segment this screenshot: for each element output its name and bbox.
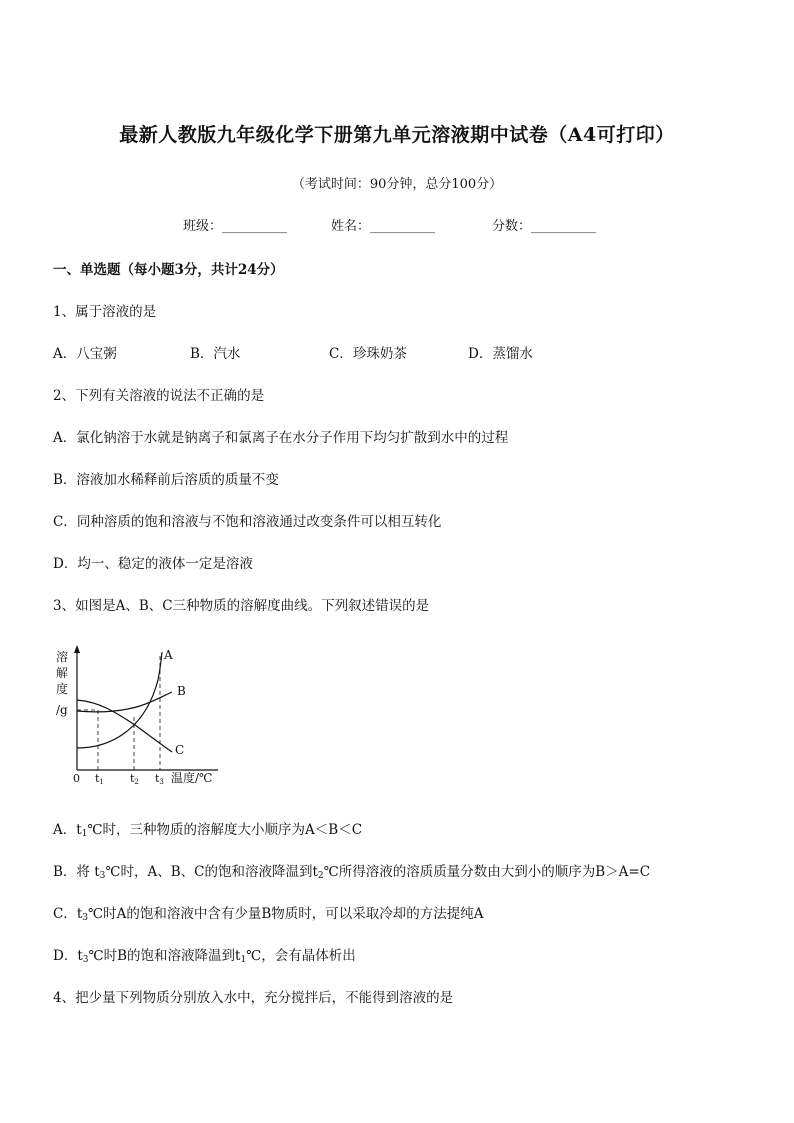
score-label: 分数： xyxy=(492,219,532,234)
y-label-3: 度 xyxy=(56,682,69,696)
q1-stem: 1、属于溶液的是 xyxy=(53,304,157,320)
t1-label: t1 xyxy=(95,772,104,786)
name-label: 姓名： xyxy=(331,219,371,234)
q3-option-c: C．$t_3℃$时A的饱和溶液中含有少量B物质时，可以采取冷却的方法提纯A xyxy=(53,906,484,923)
x-axis-label: 温度/℃ xyxy=(171,771,213,785)
exam-title: 最新人教版九年级化学下册第九单元溶液期中试卷（A4可打印） xyxy=(119,124,675,146)
curve-b-label: B xyxy=(177,684,186,698)
q1-option-c: C．珍珠奶茶 xyxy=(329,346,407,362)
solubility-graph xyxy=(50,640,230,790)
curve-a-label: A xyxy=(164,648,173,662)
q1-option-b: B．汽水 xyxy=(190,346,241,362)
t2-label: t2 xyxy=(130,772,139,786)
exam-subtitle: （考试时间：90分钟，总分100分） xyxy=(291,177,503,192)
q3-option-b: B．将 $t_3℃$时，A、B、C的饱和溶液降温到$t_2℃$所得溶液的溶质质量分数由大到小的顺序为B＞A=C xyxy=(53,864,651,881)
curve-c xyxy=(77,700,172,752)
class-label: 班级： xyxy=(183,219,223,234)
origin-label: 0 xyxy=(73,772,80,785)
t3-label: t3 xyxy=(155,772,164,786)
name-field xyxy=(331,215,435,234)
q3-option-d: D．$t_3℃$时B的饱和溶液降温到$t_1℃$，会有晶体析出 xyxy=(53,948,356,965)
y-label-4: /g xyxy=(56,703,68,717)
q2-option-d: D．均一、稳定的液体一定是溶液 xyxy=(53,556,253,572)
q2-option-a: A．氯化钠溶于水就是钠离子和氯离子在水分子作用下均匀扩散到水中的过程 xyxy=(53,430,509,446)
y-label-2: 解 xyxy=(56,666,69,680)
q1-option-a: A．八宝粥 xyxy=(53,346,117,362)
q4-stem: 4、把少量下列物质分别放入水中，充分搅拌后，不能得到溶液的是 xyxy=(53,990,454,1006)
curve-c-label: C xyxy=(175,743,185,757)
score-blank: __________ xyxy=(531,219,597,234)
class-field xyxy=(183,215,287,234)
curve-a xyxy=(77,652,162,748)
q1-option-d: D．蒸馏水 xyxy=(468,346,533,362)
score-field xyxy=(492,215,596,234)
q2-option-b: B．溶液加水稀释前后溶质的质量不变 xyxy=(53,472,279,488)
q3-option-a: A．$t_1℃$时，三种物质的溶解度大小顺序为A＜B＜C xyxy=(53,822,363,839)
q3-stem: 3、如图是A、B、C三种物质的溶解度曲线。下列叙述错误的是 xyxy=(53,598,430,614)
class-blank: __________ xyxy=(222,219,288,234)
q2-option-c: C．同种溶质的饱和溶液与不饱和溶液通过改变条件可以相互转化 xyxy=(53,514,442,530)
y-label-1: 溶 xyxy=(56,650,69,664)
q2-stem: 2、下列有关溶液的说法不正确的是 xyxy=(53,388,265,404)
y-axis-arrow xyxy=(74,645,80,653)
name-blank: __________ xyxy=(370,219,436,234)
section-heading: 一、单选题（每小题3分，共计24分） xyxy=(53,262,284,278)
